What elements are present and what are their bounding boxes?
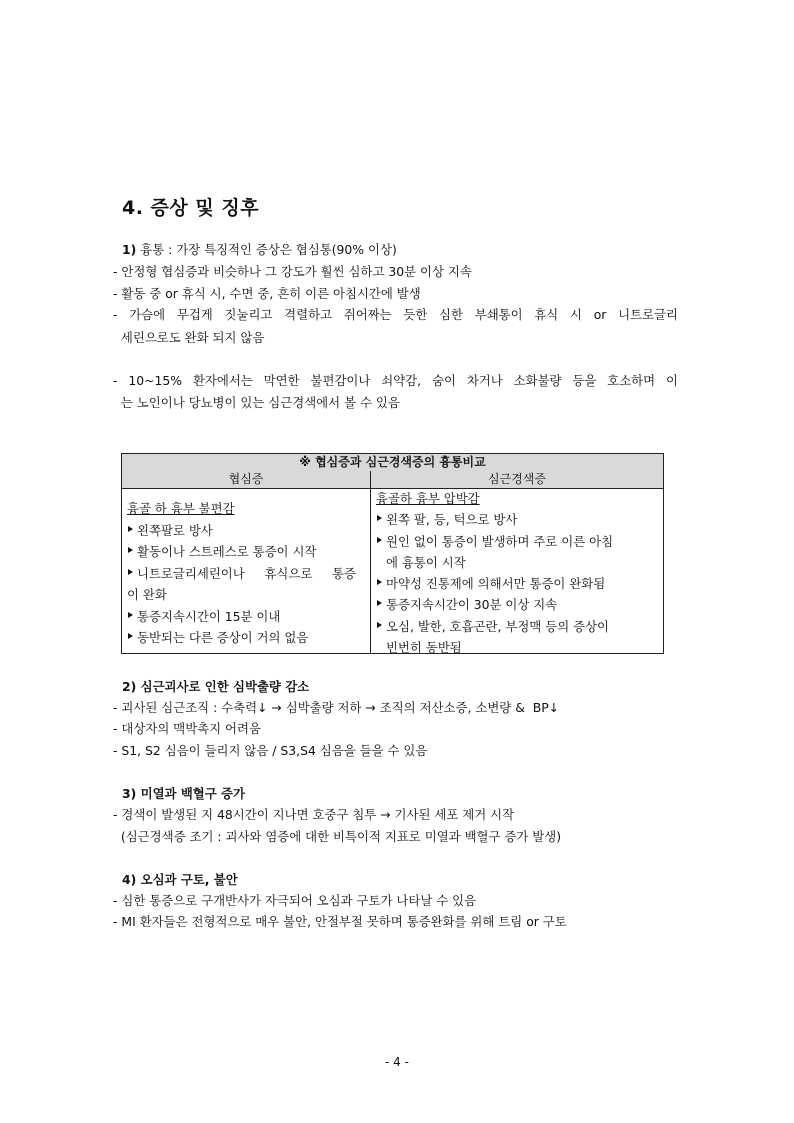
cell-mi xyxy=(376,488,613,658)
comparison-table xyxy=(121,453,664,654)
s2-heading: 2) 심근괴사로 인한 심박출량 감소 xyxy=(122,679,310,694)
s4-item-2: - MI 환자들은 전형적으로 매우 불안, 안절부절 못하며 통증완화를 위해 트림 or 구토 xyxy=(113,914,567,929)
angina-item: 니트로글리세린이나 휴식으로 통증 xyxy=(127,563,356,585)
column-divider xyxy=(370,471,371,653)
s3-item-1-cont: (심근경색증 조기 : 괴사와 염증에 대한 비특이적 지표로 미열과 백혈구 증가 발생) xyxy=(113,829,562,844)
cell-angina xyxy=(127,498,356,649)
col-header-angina: 협심증 xyxy=(122,471,370,489)
s1-item-3-cont: 세린으로도 완화 되지 않음 xyxy=(113,330,265,345)
mi-item: 왼쪽 팔, 등, 턱으로 방사 xyxy=(376,509,613,530)
s2-item-3: - S1, S2 심음이 들리지 않음 / S3,S4 심음을 들을 수 있음 xyxy=(113,743,428,758)
s1-item-3: - 가슴에 무겁게 짓눌리고 격렬하고 쥐어짜는 듯한 심한 부쇄통이 휴식 시 or 니트로글리 xyxy=(113,307,678,322)
mi-item-cont: 빈번히 동반됨 xyxy=(386,640,462,656)
mi-title: 흉골하 흉부 압박감 xyxy=(376,491,480,506)
s4-item-1: - 심한 통증으로 구개반사가 자극되어 오심과 구토가 나타날 수 있음 xyxy=(113,893,477,908)
angina-item: 통증지속시간이 15분 이내 xyxy=(127,606,356,628)
angina-item: 활동이나 스트레스로 통증이 시작 xyxy=(127,541,356,563)
s2-item-1: - 괴사된 심근조직 : 수축력↓ → 심박출량 저하 → 조직의 저산소증, 소변량 & BP↓ xyxy=(113,700,560,715)
s1-item-1: - 안정형 협심증과 비슷하나 그 강도가 훨씬 심하고 30분 이상 지속 xyxy=(113,264,472,279)
page-number: - 4 - xyxy=(385,1055,409,1069)
mi-item-cont: 에 흉통이 시작 xyxy=(386,554,466,570)
s1-item-2: - 활동 중 or 휴식 시, 수면 중, 흔히 이른 아침시간에 발생 xyxy=(113,286,421,301)
s2-item-2: - 대상자의 맥박촉지 어려움 xyxy=(113,721,261,736)
col-header-mi: 심근경색증 xyxy=(371,471,663,489)
angina-title: 흉골 하 흉부 불편감 xyxy=(127,501,235,516)
mi-item: 오심, 발한, 호흡곤란, 부정맥 등의 증상이 xyxy=(376,616,613,637)
angina-item-cont: 이 완화 xyxy=(127,587,167,602)
s1-heading-text: 흉통 : 가장 특징적인 증상은 협심통(90% 이상) xyxy=(140,242,397,257)
table-title: ※ 협심증과 심근경색증의 흉통비교 xyxy=(122,454,663,472)
section-title: 4. 증상 및 징후 xyxy=(122,197,260,219)
mi-item: 원인 없이 통증이 발생하며 주로 이른 아침 xyxy=(376,531,613,552)
s1-item-4-cont: 는 노인이나 당뇨병이 있는 심근경색에서 볼 수 있음 xyxy=(113,395,400,410)
angina-item: 동반되는 다른 증상이 거의 없음 xyxy=(127,627,356,649)
s1-item-4: - 10~15% 환자에서는 막연한 불편감이나 쇠약감, 숨이 차거나 소화불량 등을 호소하며 이 xyxy=(113,373,678,388)
s4-heading: 4) 오심과 구토, 불안 xyxy=(122,872,238,887)
s1-heading xyxy=(122,241,397,259)
mi-item: 마약성 진통제에 의해서만 통증이 완화됨 xyxy=(376,573,613,594)
mi-item: 통증지속시간이 30분 이상 지속 xyxy=(376,594,613,615)
s3-item-1: - 경색이 발생된 지 48시간이 지나면 호중구 침투 → 기사된 세포 제거 시작 xyxy=(113,807,515,822)
angina-item: 왼쪽팔로 방사 xyxy=(127,520,356,542)
s3-heading: 3) 미열과 백혈구 증가 xyxy=(122,786,245,801)
s1-heading-number: 1) xyxy=(122,242,137,257)
